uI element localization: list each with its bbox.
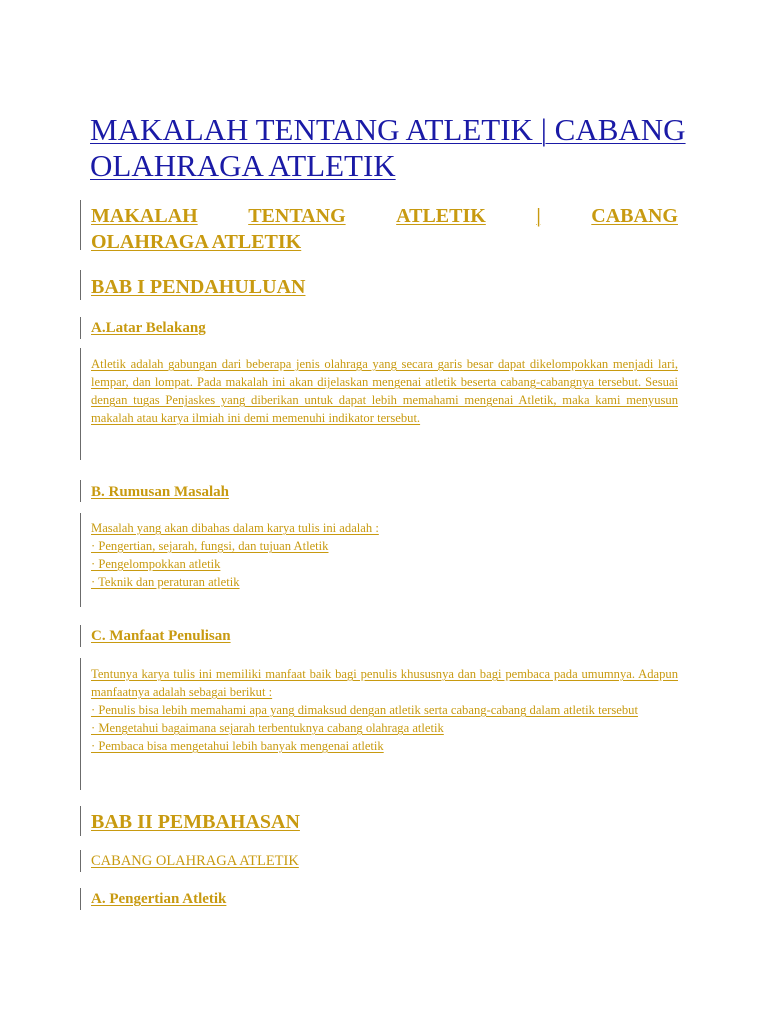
bab2-heading-text[interactable]: BAB II PEMBAHASAN bbox=[91, 811, 300, 833]
manfaat-intro[interactable]: Tentunya karya tulis ini memiliki manfaat baik bagi penulis khususnya dan bagi pembaca pada umumnya. Adapun manfaatnya adalah sebagai berikut : bbox=[91, 667, 678, 699]
section-bar bbox=[80, 200, 81, 250]
rumusan-masalah-heading[interactable] bbox=[91, 483, 229, 501]
section-bar bbox=[80, 348, 81, 460]
manfaat-item[interactable]: · Mengetahui bagaimana sejarah terbentuknya cabang olahraga atletik bbox=[91, 721, 444, 735]
subtitle-line-1[interactable] bbox=[91, 203, 678, 229]
subtitle-heading[interactable] bbox=[91, 203, 678, 255]
manfaat-item[interactable]: · Pembaca bisa mengetahui lebih banyak mengenai atletik bbox=[91, 739, 384, 753]
manfaat-item[interactable]: · Penulis bisa lebih memahami apa yang dimaksud dengan atletik serta cabang-cabang dalam atletik tersebut bbox=[91, 703, 638, 717]
subtitle-line-2[interactable]: OLAHRAGA ATLETIK bbox=[91, 231, 302, 253]
section-bar bbox=[80, 658, 81, 790]
latar-belakang-heading[interactable] bbox=[91, 319, 206, 337]
manfaat-penulisan-list bbox=[91, 665, 678, 755]
section-bar bbox=[80, 480, 81, 502]
manfaat-penulisan-heading-text[interactable]: C. Manfaat Penulisan bbox=[91, 628, 231, 644]
section-bar bbox=[80, 513, 81, 607]
latar-belakang-paragraph[interactable]: Atletik adalah gabungan dari beberapa jenis olahraga yang secara garis besar dapat dikelompokkan menjadi lari, lempar, dan lompat. Pada makalah ini akan dijelaskan mengenai atletik beserta cabang-cabangnya tersebut. Sesuai dengan tugas Penjaskes yang diberikan untuk dapat lebih memahami mengenai Atletik, maka kami menyusun makalah atau karya ilmiah ini demi memenuhi indikator tersebut. bbox=[91, 357, 678, 425]
subtitle-word[interactable]: CABANG bbox=[591, 205, 678, 227]
latar-belakang-heading-text[interactable]: A.Latar Belakang bbox=[91, 320, 206, 336]
manfaat-penulisan-heading[interactable] bbox=[91, 627, 231, 645]
rumusan-item[interactable]: · Pengertian, sejarah, fungsi, dan tujuan Atletik bbox=[91, 539, 329, 553]
section-bar bbox=[80, 806, 81, 836]
pengertian-atletik-heading[interactable] bbox=[91, 890, 226, 908]
rumusan-item[interactable]: · Teknik dan peraturan atletik bbox=[91, 575, 240, 589]
bab2-subheading[interactable] bbox=[91, 852, 299, 870]
section-bar bbox=[80, 625, 81, 647]
bab1-heading[interactable] bbox=[91, 274, 678, 300]
section-bar bbox=[80, 850, 81, 872]
bab2-subheading-text[interactable]: CABANG OLAHRAGA ATLETIK bbox=[91, 853, 299, 869]
rumusan-masalah-list bbox=[91, 519, 678, 591]
subtitle-word[interactable]: MAKALAH bbox=[91, 205, 198, 227]
page-title-text[interactable]: MAKALAH TENTANG ATLETIK | CABANG OLAHRAGA ATLETIK bbox=[90, 112, 686, 183]
pengertian-atletik-heading-text[interactable]: A. Pengertian Atletik bbox=[91, 891, 227, 907]
bab1-heading-text[interactable]: BAB I PENDAHULUAN bbox=[91, 276, 306, 298]
subtitle-word[interactable]: TENTANG bbox=[248, 205, 346, 227]
subtitle-word[interactable]: | bbox=[536, 205, 541, 227]
page-title[interactable] bbox=[90, 112, 690, 184]
section-bar bbox=[80, 270, 81, 300]
section-bar bbox=[80, 317, 81, 339]
subtitle-word[interactable]: ATLETIK bbox=[396, 205, 486, 227]
rumusan-item[interactable]: · Pengelompokkan atletik bbox=[91, 557, 221, 571]
bab2-heading[interactable] bbox=[91, 809, 678, 835]
rumusan-masalah-heading-text[interactable]: B. Rumusan Masalah bbox=[91, 484, 229, 500]
section-bar bbox=[80, 888, 81, 910]
rumusan-intro[interactable]: Masalah yang akan dibahas dalam karya tulis ini adalah : bbox=[91, 521, 379, 535]
